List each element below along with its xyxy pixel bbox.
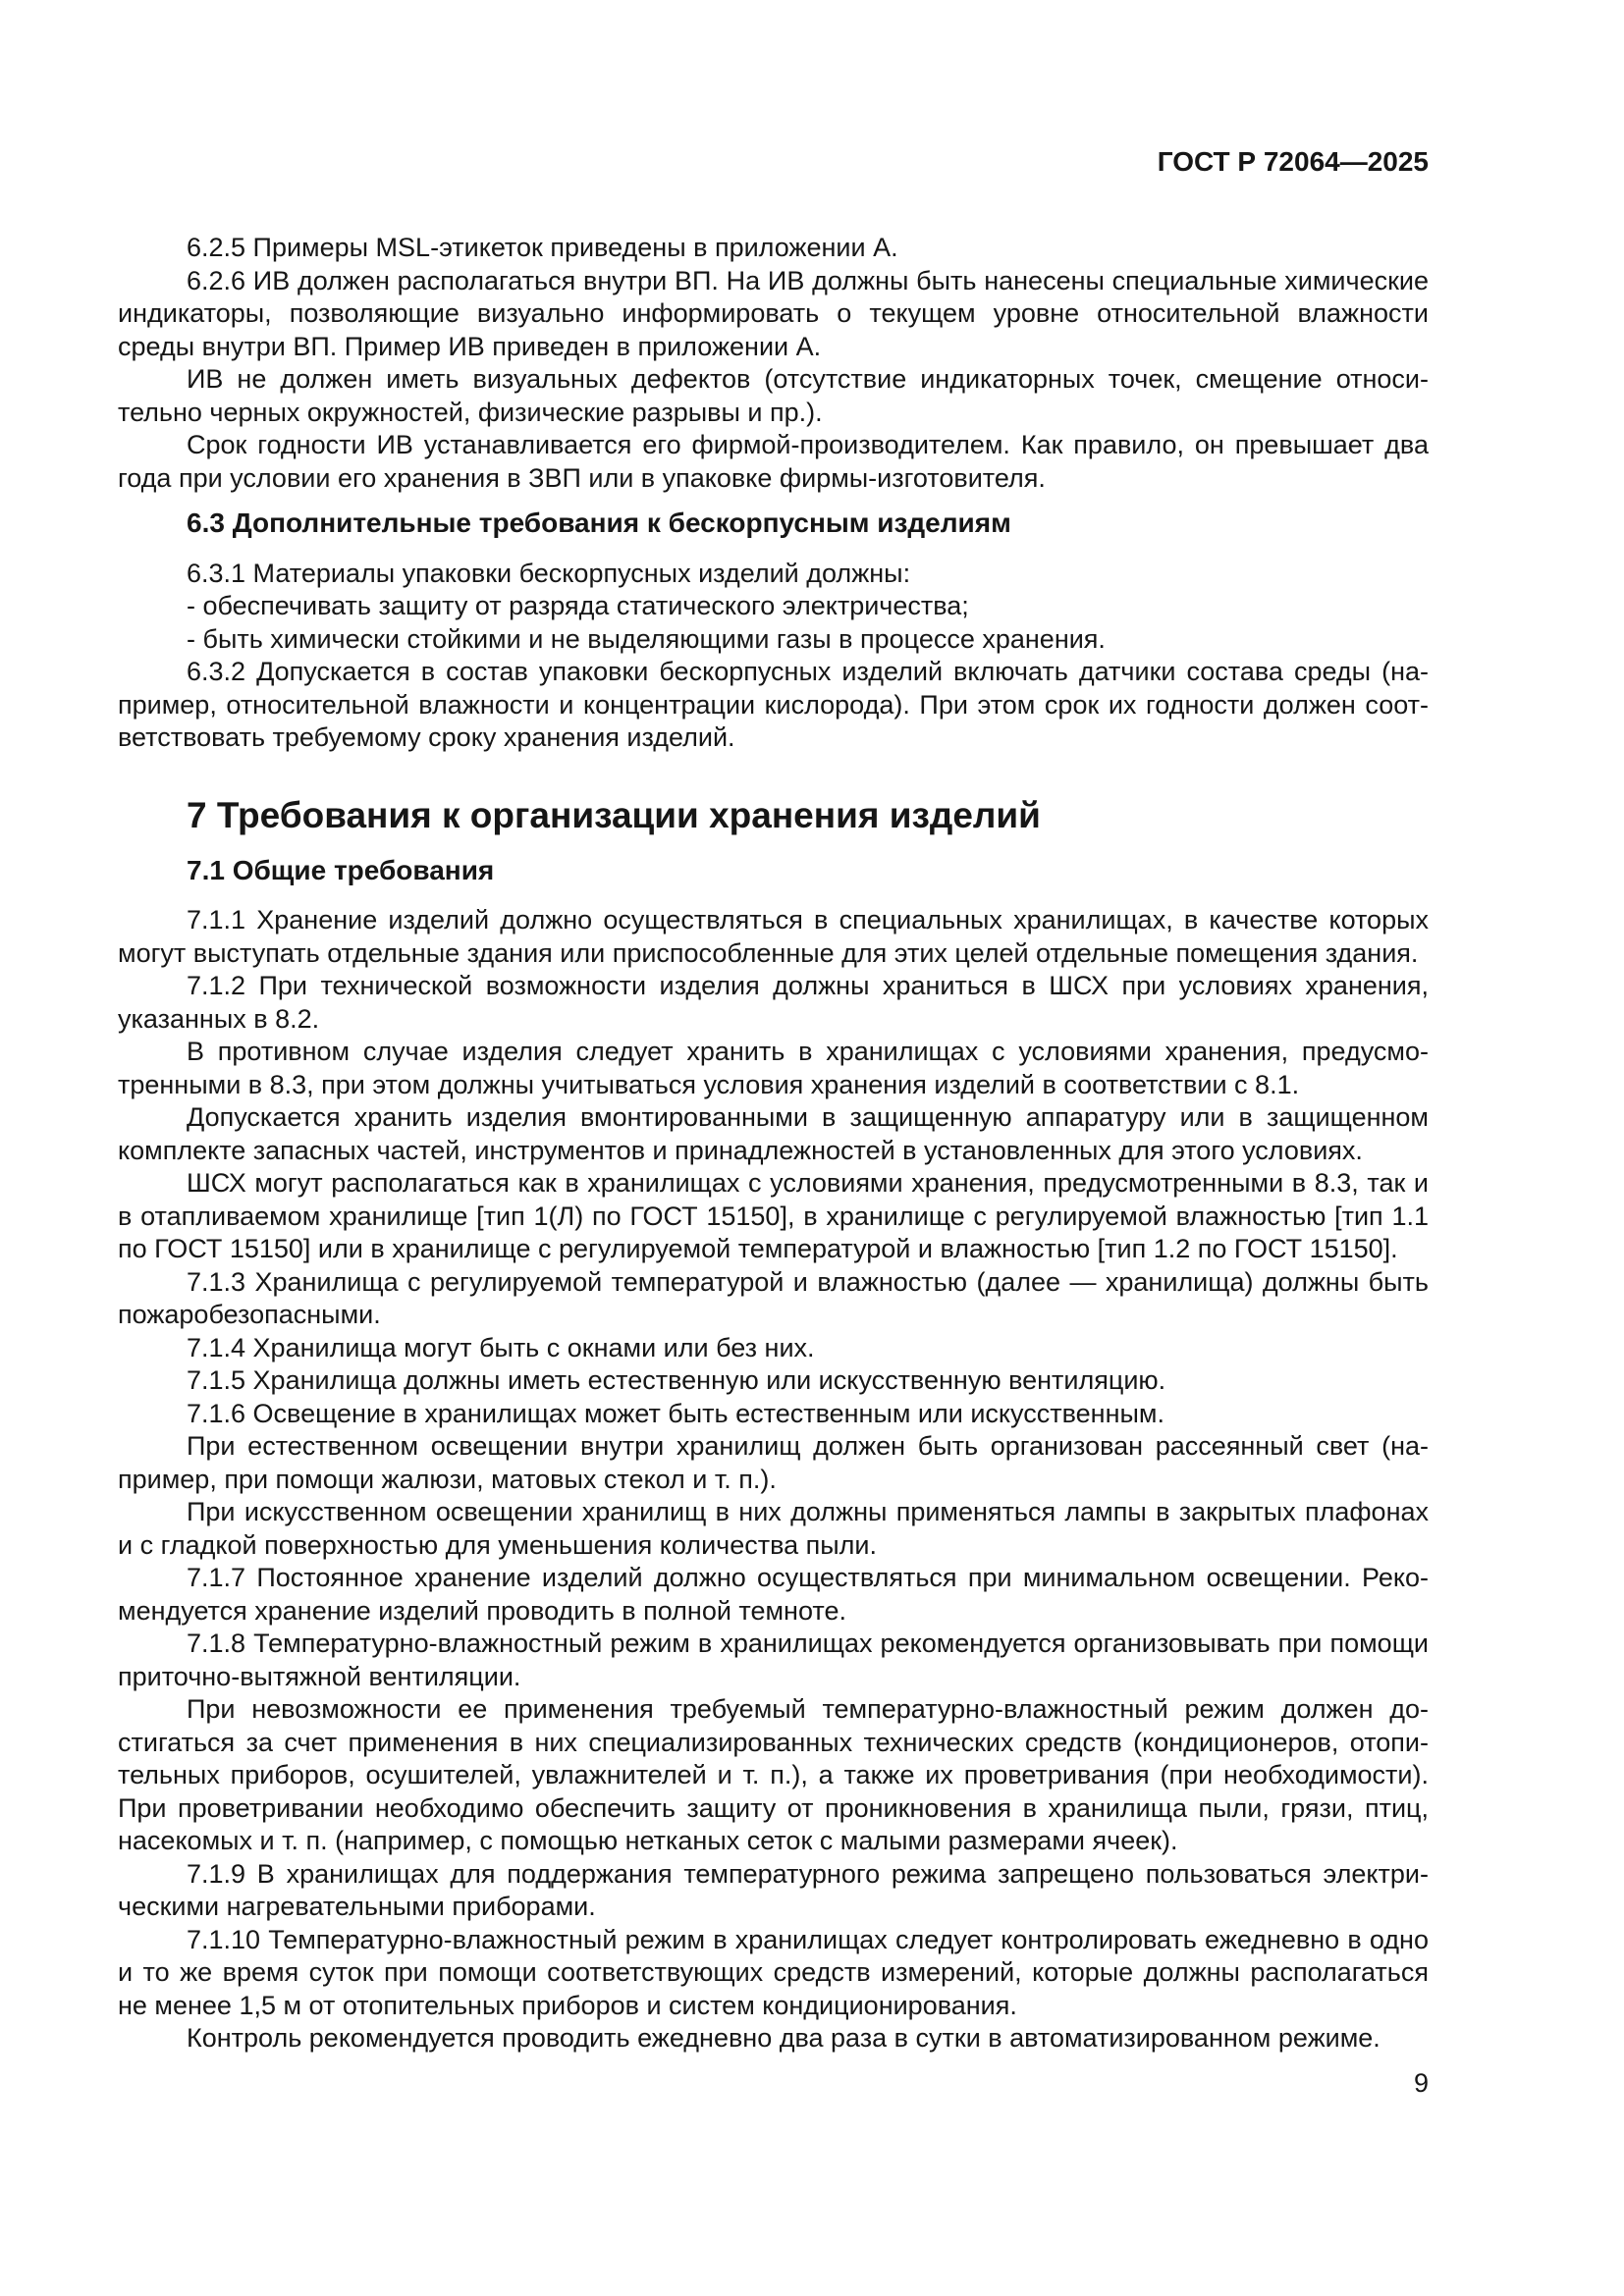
paragraph-6-2-6: 6.2.6 ИВ должен располагаться внутри ВП. На ИВ должны быть нанесены специальные химические индикаторы, позволяющие визуально информировать о текущем уровне относительной влажности среды внутри ВП. Пример ИВ приведен в приложении А. bbox=[118, 265, 1429, 361]
list-item-chem: - быть химически стойкими и не выделяющими газы в процессе хранения. bbox=[187, 623, 1106, 654]
paragraph-7-1-9: 7.1.9 В хранилищах для поддержания температурного режима запрещено пользоваться электрическими нагревательными приборами. bbox=[118, 1858, 1429, 1921]
paragraph-7-1-5: 7.1.5 Хранилища должны иметь естественную или искусственную вентиляцию. bbox=[187, 1365, 1166, 1395]
paragraph-natural-light: При естественном освещении внутри хранилищ должен быть организован рассеянный свет (например, при помощи жалюзи, матовых стекол и т. п.). bbox=[118, 1431, 1429, 1494]
paragraph-shsh-location: ШСХ могут располагаться как в хранилищах с условиями хранения, предусмотренными в 8.3, так и в отапливаемом хранилище [тип 1(Л) по ГОСТ 15150], в хранилище с регулируемой влажностью [тип 1.1 по ГОСТ 15150] или в хранилище с регулируемой температурой и влажностью [тип 1.2 по ГОСТ 15150]. bbox=[118, 1168, 1429, 1263]
paragraph-7-1-7: 7.1.7 Постоянное хранение изделий должно осуществляться при минимальном освещении. Рекомендуется хранение изделий проводить в полной темноте. bbox=[118, 1563, 1429, 1626]
paragraph-iv-defects: ИВ не должен иметь визуальных дефектов (отсутствие индикаторных точек, смещение относительно черных окружностей, физические разрывы и пр.). bbox=[118, 364, 1429, 427]
section-heading-7-1: 7.1 Общие требования bbox=[187, 854, 495, 885]
page-number: 9 bbox=[1413, 2068, 1429, 2098]
doc-number: ГОСТ Р 72064—2025 bbox=[1157, 146, 1429, 177]
paragraph-mounted: Допускается хранить изделия вмонтированными в защищенную аппаратуру или в защищенном комплекте запасных частей, инструментов и принадлежностей в установленных для этого условиях. bbox=[118, 1102, 1429, 1165]
paragraph-otherwise: В противном случае изделия следует хранить в хранилищах с условиями хранения, предусмотренными в 8.3, при этом должны учитываться условия хранения изделий в соответствии с 8.1. bbox=[118, 1037, 1429, 1099]
paragraph-7-1-6: 7.1.6 Освещение в хранилищах может быть естественным или искусственным. bbox=[187, 1398, 1164, 1428]
paragraph-6-3-1: 6.3.1 Материалы упаковки бескорпусных изделий должны: bbox=[187, 558, 911, 588]
document-content bbox=[118, 232, 1429, 2056]
chapter-heading-7: 7 Требования к организации хранения изделий bbox=[187, 794, 1041, 835]
paragraph-6-3-2: 6.3.2 Допускается в состав упаковки бескорпусных изделий включать датчики состава среды (например, относительной влажности и концентрации кислорода). При этом срок их годности должен соответствовать требуемому сроку хранения изделий. bbox=[118, 657, 1429, 752]
paragraph-7-1-3: 7.1.3 Хранилища с регулируемой температурой и влажностью (далее — хранилища) должны быть пожаробезопасными. bbox=[118, 1266, 1429, 1329]
paragraph-artificial-light: При искусственном освещении хранилищ в них должны применяться лампы в закрытых плафонах и с гладкой поверхностью для уменьшения количества пыли. bbox=[118, 1497, 1429, 1560]
paragraph-7-1-8: 7.1.8 Температурно-влажностный режим в хранилищах рекомендуется организовывать при помощи приточно-вытяжной вентиляции. bbox=[118, 1629, 1429, 1691]
paragraph-7-1-1: 7.1.1 Хранение изделий должно осуществляться в специальных хранилищах, в качестве которых могут выступать отдельные здания или приспособленные для этих целей отдельные помещения здания. bbox=[118, 905, 1429, 968]
paragraph-6-2-5: 6.2.5 Примеры MSL-этикеток приведены в приложении А. bbox=[187, 233, 898, 262]
paragraph-7-1-10: 7.1.10 Температурно-влажностный режим в хранилищах следует контролировать ежедневно в одно и то же время суток при помощи соответствующих средств измерений, которые должны располагаться не менее 1,5 м от отопительных приборов и систем кондиционирования. bbox=[118, 1924, 1429, 2020]
paragraph-ventilation-alt: При невозможности ее применения требуемый температурно-влажностный режим должен достигаться за счет применения в них специализированных технических средств (кондиционеров, отопительных приборов, осушителей, увлажнителей и т. п.), а также их проветривания (при необходимости). При проветривании необходимо обеспечить защиту от проникновения в хранилища пыли, грязи, птиц, насекомых и т. п. (например, с помощью нетканых сеток с малыми размерами ячеек). bbox=[118, 1694, 1429, 1855]
paragraph-iv-shelf-life: Срок годности ИВ устанавливается его фирмой-производителем. Как правило, он превышает два года при условии его хранения в ЗВП или в упаковке фирмы-изготовителя. bbox=[118, 430, 1429, 493]
section-heading-6-3: 6.3 Дополнительные требования к бескорпусным изделиям bbox=[187, 507, 1011, 538]
paragraph-7-1-4: 7.1.4 Хранилища могут быть с окнами или без них. bbox=[187, 1332, 815, 1362]
paragraph-7-1-2: 7.1.2 При технической возможности изделия должны храниться в ШСХ при условиях хранения, указанных в 8.2. bbox=[118, 971, 1429, 1034]
list-item-esd: - обеспечивать защиту от разряда статического электричества; bbox=[187, 591, 969, 620]
paragraph-control: Контроль рекомендуется проводить ежедневно два раза в сутки в автоматизированном режиме. bbox=[187, 2023, 1380, 2053]
